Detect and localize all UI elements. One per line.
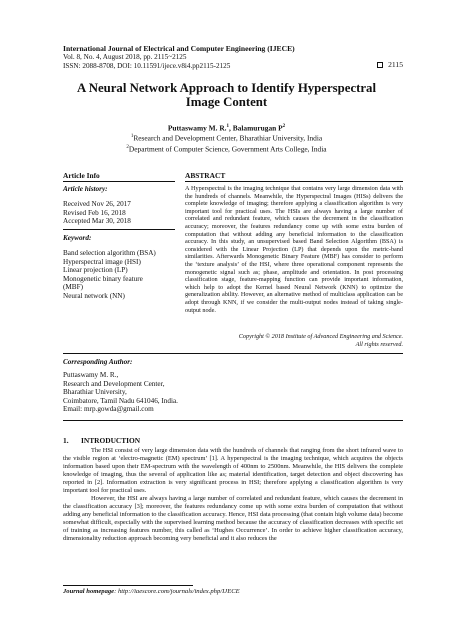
copyright-line-1: Copyright © 2018 Institute of Advanced Engineering and Science.: [238, 333, 403, 340]
introduction-body: [63, 447, 403, 543]
journal-header: [63, 44, 403, 70]
abstract-text: A Hyperspectral is the imaging technique that contains very large dimension data with the hundreds of channels. Meanwhile, the Hyperspectral Images (HISs) delivers the complete knowledge of imaging; therefore applying a classification algorithm is very important tool for practical uses. The HSIs are always having a large number of correlated and redundant feature, which causes the decrement in the classification accuracy; moreover, the features redundancy come up with some extra burden of computation that without adding any beneficial information to the classification accuracy. In this study, an unsupervised based Band Selection Algorithm (BSA) is considered with the Linear Projection (LP) that depends upon the metric-band similarities. Afterwards Monogenetic Binary Feature (MBF) has consider to perform the ‘texture analysis’ of the HSI, where three operational component represents the monogenetic signal such as; phase, amplitude and orientation. In post processing classification stage, feature-mapping function can provide important information, which help to adopt the Kernel based Neural Network (KNN) to optimize the generalization ability. However, an alternative method of multiclass application can be adopt through KNN, if we consider the multi-output nodes instead of taking single-output node.: [185, 185, 403, 314]
keyword-item: Neural network (NN): [63, 291, 125, 300]
corresponding-heading: Corresponding Author:: [63, 358, 133, 366]
section-heading-introduction: [63, 436, 140, 445]
corresponding-line: Coimbatore, Tamil Nadu 641046, India.: [63, 396, 178, 405]
keyword-item: (MBF): [63, 283, 83, 292]
copyright-line-2: All rights reserved.: [355, 340, 403, 348]
intro-paragraph-1: The HSI consist of very large dimension data with the hundreds of channels that ranging from the short infrared wave to the visible region at ‘electro-magnetic (EM) spectrum’ [1]. A hyperspectral is the imaging technique, which acquires the objects information based upon their EM-spectrum with the wavelength of 400nm to 2500nm. Meanwhile, the HIS delivers the complete knowledge of imaging, thus the several of application like as; material identification, target detection and object discovering has reported in [2]. Information extraction is very significant process in HSI; therefore applying a classification algorithm is very important tool for practical uses.: [63, 447, 403, 494]
author-1: Puttaswamy M. R.: [167, 123, 227, 133]
abstract-rule: [185, 181, 403, 182]
page-number-text: 2115: [388, 60, 403, 69]
affiliation-1: $^1$Research and Development Center, Bharathiar University, India: [130, 133, 323, 143]
title-line-1: A Neural Network Approach to Identify Hyperspectral: [76, 81, 377, 95]
corresponding-line: Puttaswamy M. R.,: [63, 371, 119, 379]
history-list: [63, 200, 131, 226]
issn-line: ISSN: 2088-8708, DOI: 10.11591/ijece.v8i4.pp2115-2125: [63, 61, 231, 70]
front-matter-rule: [63, 353, 403, 354]
author-1-sup: 1: [226, 124, 230, 129]
journal-footer: [63, 588, 240, 595]
affiliation-2: $^2$Department of Computer Science, Government Arts College, India: [126, 144, 327, 154]
author-separator: ,: [229, 123, 233, 133]
keyword-item: Hyperspectral image (HSI): [63, 257, 141, 266]
section-number: 1.: [63, 436, 69, 445]
author-2-sup: 2: [282, 124, 286, 129]
author-names: [0, 122, 453, 132]
history-rule: [63, 229, 175, 230]
journal-name: International Journal of Electrical and Computer Engineering (IJECE): [63, 44, 295, 53]
corresponding-line: Research and Development Center,: [63, 379, 165, 388]
keyword-item: Monogenetic binary feature: [63, 274, 143, 283]
homepage-label: Journal homepage: [63, 588, 115, 595]
volume-line: Vol. 8, No. 4, August 2018, pp. 2115~2125: [63, 53, 187, 61]
corresponding-email: Email: mrp.gowda@gmail.com: [63, 405, 154, 414]
history-received: Received Nov 26, 2017: [63, 200, 131, 208]
keyword-heading: Keyword:: [63, 234, 92, 242]
corresponding-details: [63, 371, 178, 414]
history-revised: Revised Feb 16, 2018: [63, 208, 126, 217]
paper-title: [0, 81, 453, 109]
homepage-link[interactable]: : http://iaescore.com/journals/index.php/IJECE: [114, 588, 240, 595]
square-icon: [377, 62, 383, 68]
page-number: [377, 60, 403, 69]
authors-block: [0, 122, 453, 153]
author-2: Balamurugan P: [232, 123, 283, 133]
copyright-notice: [185, 333, 403, 348]
keyword-item: Linear projection (LP): [63, 266, 128, 275]
keyword-list: [63, 249, 156, 301]
history-heading: Article history:: [63, 185, 108, 193]
footer-rule: [63, 585, 193, 586]
section-title: INTRODUCTION: [81, 436, 141, 445]
keyword-item: Band selection algorithm (BSA): [63, 249, 156, 257]
title-line-2: Image Content: [185, 95, 268, 109]
article-info-heading: Article Info: [63, 171, 100, 180]
intro-paragraph-2: However, the HSI are always having a large number of correlated and redundant feature, which causes the decrement in the classification accuracy [3]; moreover, the features redundancy come up with some extra burden of computation that without adding any beneficial information to the classification accuracy. Hence, HSI data processing (that contain high volume data) become somewhat difficult, especially with the supervised learning method because the accuracy of classification decreases with specific set of training as increasing features number, this called as ‘Hughes Occurrence’. In order to achieve higher classification accuracy, dimensionality reduction approach becoming very beneficial and it also reduces the: [63, 495, 403, 542]
history-accepted: Accepted Mar 30, 2018: [63, 217, 131, 226]
corresponding-rule: [63, 420, 403, 421]
article-info-rule: [63, 181, 175, 182]
corresponding-line: Bharathiar University,: [63, 388, 127, 397]
abstract-heading: ABSTRACT: [185, 171, 226, 180]
